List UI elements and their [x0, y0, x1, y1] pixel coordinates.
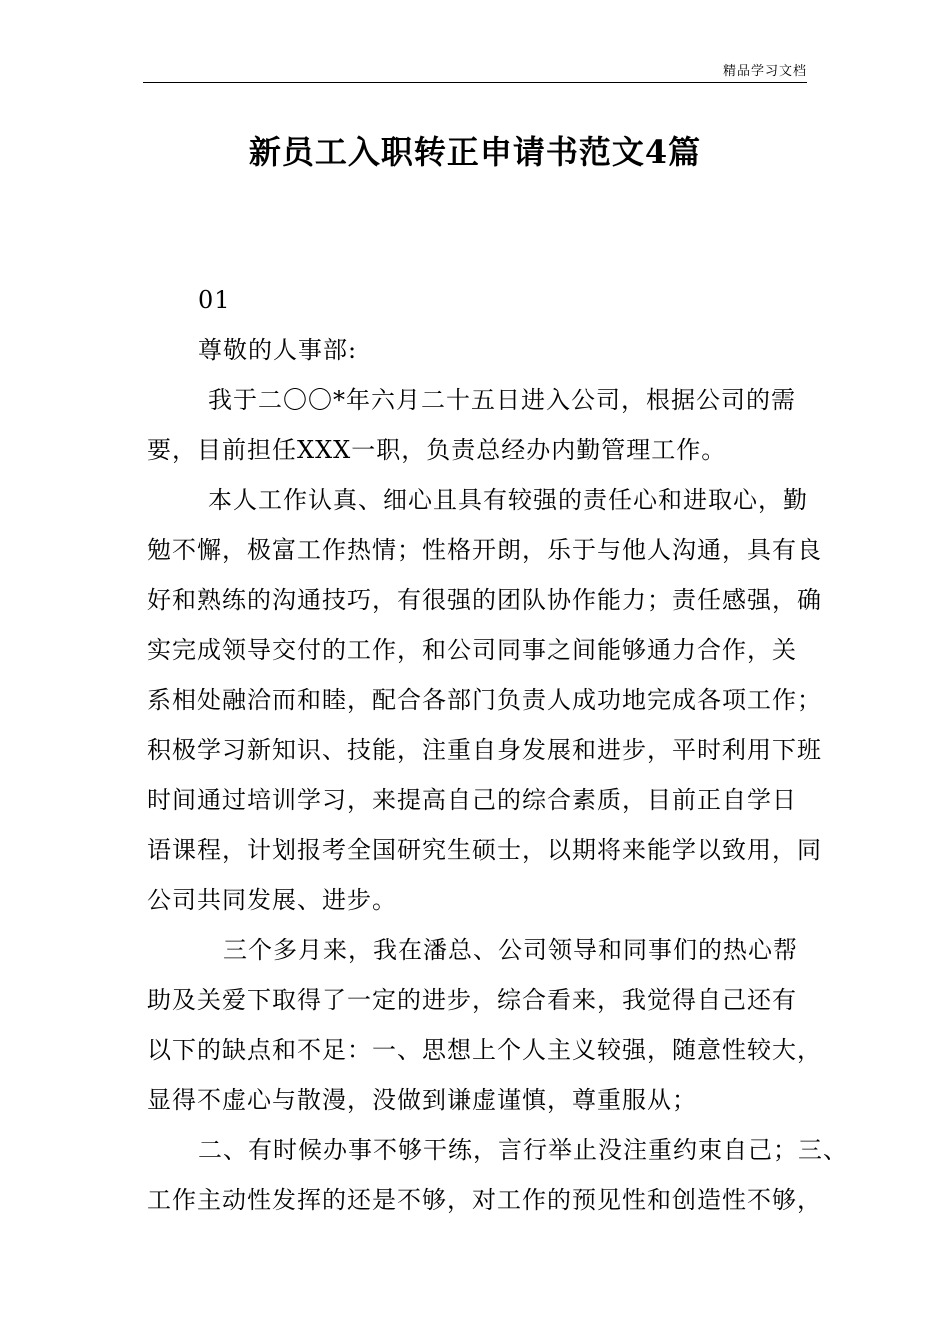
- header-label: 精品学习文档: [722, 64, 807, 79]
- paragraph-line: 实完成领导交付的工作，和公司同事之间能够通力合作，关: [147, 636, 797, 664]
- paragraph-line: 语课程，计划报考全国研究生硕士，以期将来能学以致用，同: [147, 836, 822, 864]
- paragraph-line: 二、有时候办事不够干练，言行举止没注重约束自己；三、: [198, 1136, 848, 1164]
- paragraph-line: 本人工作认真、细心且具有较强的责任心和进取心，勤: [208, 486, 808, 514]
- document-title: 新员工入职转正申请书范文4篇: [248, 133, 702, 171]
- paragraph-line: 时间通过培训学习，来提高自己的综合素质，目前正自学日: [147, 786, 797, 814]
- paragraph-line: 工作主动性发挥的还是不够，对工作的预见性和创造性不够，: [147, 1186, 822, 1214]
- paragraph-line: 以下的缺点和不足：一、思想上个人主义较强，随意性较大，: [147, 1036, 822, 1064]
- salutation: 尊敬的人事部:: [198, 336, 358, 364]
- paragraph-line: 助及关爱下取得了一定的进步，综合看来，我觉得自己还有: [147, 986, 797, 1014]
- header-divider: [143, 82, 807, 83]
- paragraph-line: 要，目前担任XXX一职，负责总经办内勤管理工作。: [147, 436, 727, 464]
- paragraph-line: 勉不懈，极富工作热情；性格开朗，乐于与他人沟通，具有良: [147, 536, 822, 564]
- section-number: 01: [198, 286, 231, 314]
- paragraph-line: 系相处融洽而和睦，配合各部门负责人成功地完成各项工作；: [147, 686, 822, 714]
- paragraph-line: 我于二〇〇*年六月二十五日进入公司，根据公司的需: [208, 386, 796, 414]
- paragraph-line: 公司共同发展、进步。: [147, 886, 397, 914]
- paragraph-line: 三个多月来，我在潘总、公司领导和同事们的热心帮: [223, 936, 798, 964]
- paragraph-line: 好和熟练的沟通技巧，有很强的团队协作能力；责任感强，确: [147, 586, 822, 614]
- paragraph-line: 积极学习新知识、技能，注重自身发展和进步，平时利用下班: [147, 736, 822, 764]
- paragraph-line: 显得不虚心与散漫，没做到谦虚谨慎，尊重服从；: [147, 1086, 697, 1114]
